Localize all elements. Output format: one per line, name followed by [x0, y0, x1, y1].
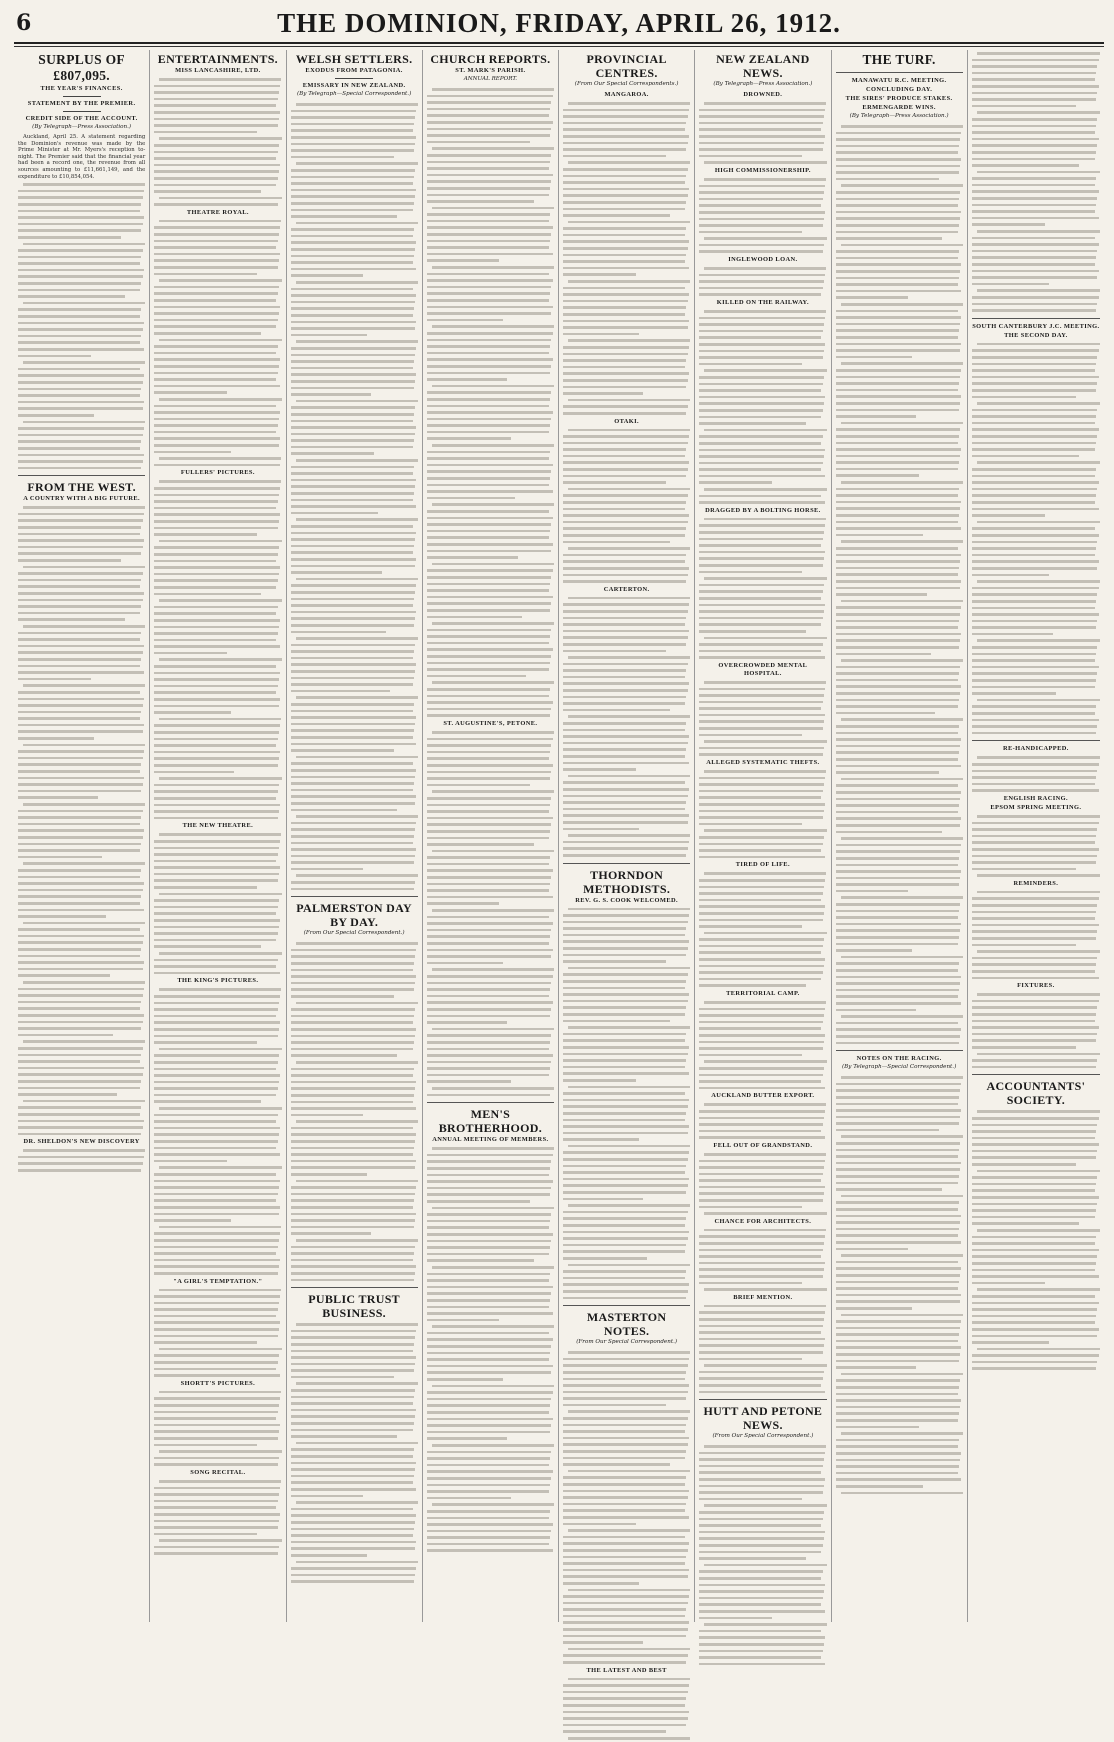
column-rule	[699, 1399, 826, 1400]
illegible-body-text	[836, 123, 963, 1046]
column-1	[14, 50, 150, 1622]
illegible-body-text	[699, 1151, 826, 1217]
masthead-rule	[14, 46, 1104, 47]
article-byline: (By Telegraph—Press Association.)	[849, 113, 949, 119]
column-7	[832, 50, 968, 1622]
illegible-body-text	[154, 1478, 281, 1557]
column-rule	[836, 72, 963, 73]
article-subheading: FELL OUT OF GRANDSTAND.	[713, 1141, 813, 1149]
illegible-body-text	[427, 1145, 554, 1554]
article-subheading: THE SECOND DAY.	[1004, 331, 1068, 339]
article-subheading: CONCLUDING DAY.	[866, 86, 933, 93]
article-headline: NEW ZEALAND NEWS.	[716, 52, 810, 80]
article-subheading: THE YEAR'S FINANCES.	[40, 85, 123, 92]
article-subheading: ENGLISH RACING.	[1003, 794, 1068, 802]
article-subheading: KILLED ON THE RAILWAY.	[716, 299, 809, 307]
illegible-body-text	[972, 991, 1100, 1070]
illegible-body-text	[563, 100, 690, 417]
illegible-body-text	[18, 1147, 145, 1173]
article-subheading: SOUTH CANTERBURY J.C. MEETING.	[972, 322, 1100, 330]
article-subheading: DROWNED.	[743, 91, 783, 98]
divider	[63, 111, 101, 112]
page-number: 6	[16, 10, 32, 36]
illegible-body-text	[699, 870, 826, 989]
article-subheading: DRAGGED BY A BOLTING HORSE.	[705, 506, 821, 514]
article-subheading: OVERCROWDED MENTAL HOSPITAL.	[718, 661, 808, 677]
article-subheading: RE-HANDICAPPED.	[1002, 745, 1069, 753]
article-subheading: FIXTURES.	[1017, 982, 1055, 990]
article-headline: MEN'S BROTHERHOOD.	[438, 1107, 543, 1136]
article-byline: (From Our Special Correspondents.)	[574, 81, 679, 87]
column-6	[695, 50, 831, 1622]
illegible-body-text	[154, 1389, 281, 1468]
illegible-body-text	[699, 1443, 826, 1667]
article-subheading: A COUNTRY WITH A BIG FUTURE.	[23, 495, 141, 503]
article-subheading: SHORTT'S PICTURES.	[180, 1379, 256, 1387]
illegible-body-text	[154, 218, 281, 469]
illegible-body-text	[972, 341, 1100, 737]
article-headline: WELSH SETTLERS.	[295, 52, 413, 66]
illegible-body-text	[427, 729, 554, 1098]
illegible-body-text	[563, 906, 690, 1302]
illegible-body-text	[972, 1108, 1100, 1372]
illegible-body-text	[563, 595, 690, 859]
illegible-body-text	[563, 1349, 690, 1666]
article-headline: SURPLUS OF £807,095.	[38, 52, 125, 83]
article-subheading: HIGH COMMISSIONERSHIP.	[714, 166, 811, 174]
article-subheading: ERMENGARDE WINS.	[862, 104, 936, 111]
article-headline: THE TURF.	[862, 52, 936, 67]
illegible-body-text	[18, 181, 145, 471]
article-note: ANNUAL REPORT.	[463, 76, 518, 82]
newspaper-columns	[14, 50, 1104, 1674]
illegible-body-text	[699, 679, 826, 758]
column-rule	[972, 740, 1100, 741]
illegible-body-text	[291, 101, 418, 892]
article-subheading: EXODUS FROM PATAGONIA.	[305, 67, 403, 74]
article-byline: (By Telegraph—Press Association.)	[713, 81, 813, 87]
article-headline: PROVINCIAL CENTRES.	[586, 52, 667, 80]
column-rule	[18, 475, 145, 476]
illegible-body-text	[699, 308, 826, 506]
column-rule	[563, 1305, 690, 1306]
article-subheading: ANNUAL MEETING OF MEMBERS.	[432, 1136, 549, 1144]
article-subheading: AUCKLAND BUTTER EXPORT.	[711, 1092, 815, 1100]
article-headline: THORNDON METHODISTS.	[583, 867, 671, 896]
article-subheading: INGLEWOOD LOAN.	[728, 256, 798, 264]
illegible-body-text	[18, 504, 145, 1137]
masthead	[14, 6, 1104, 44]
article-subheading: ALLEGED SYSTEMATIC THEFTS.	[706, 759, 820, 767]
illegible-body-text	[154, 986, 281, 1276]
article-paragraph: Auckland, April 25. A statement regarding the Dominion's revenue was made by the Prime Minister at Mr. Myers's reception to-night. The Premier said that the financial year had been a record one, the revenue from all sources amounting to £11,661,149, and the expenditure to £10,854,054.	[18, 134, 146, 180]
illegible-body-text	[154, 1287, 281, 1379]
illegible-body-text	[972, 50, 1100, 314]
article-subheading: STATEMENT BY THE PREMIER.	[27, 100, 136, 107]
article-subheading: THE SIRES' PRODUCE STAKES.	[845, 95, 953, 102]
illegible-body-text	[972, 889, 1100, 981]
article-subheading: MISS LANCASHIRE, LTD.	[175, 67, 261, 74]
article-subheading: CREDIT SIDE OF THE ACCOUNT.	[25, 115, 138, 122]
column-rule	[972, 1074, 1100, 1075]
divider	[63, 96, 101, 97]
article-subheading: ST. MARK'S PARISH.	[455, 67, 526, 74]
column-3	[287, 50, 423, 1622]
divider	[335, 78, 373, 79]
article-headline: FROM THE WEST.	[27, 480, 136, 495]
article-subheading: ST. AUGUSTINE'S, PETONE.	[443, 720, 538, 727]
illegible-body-text	[972, 754, 1100, 794]
column-rule	[427, 1102, 554, 1103]
article-byline: (By Telegraph—Special Correspondent.)	[841, 1064, 957, 1071]
article-subheading: REV. G. S. COOK WELCOMED.	[575, 896, 679, 904]
illegible-body-text	[291, 1321, 418, 1585]
article-subheading: MANGAROA.	[604, 91, 649, 98]
article-subheading: THE NEW THEATRE.	[182, 822, 254, 830]
article-subheading: OTAKI.	[614, 417, 640, 425]
article-subheading: MANAWATU R.C. MEETING.	[851, 77, 947, 84]
article-subheading: FULLERS' PICTURES.	[180, 469, 255, 477]
illegible-body-text	[699, 999, 826, 1091]
illegible-body-text	[291, 940, 418, 1283]
illegible-body-text	[427, 86, 554, 719]
column-5	[559, 50, 695, 1674]
column-4	[423, 50, 559, 1622]
illegible-body-text	[154, 76, 281, 208]
illegible-body-text	[154, 831, 281, 976]
article-headline: CHURCH REPORTS.	[430, 52, 551, 66]
article-subheading: BRIEF MENTION.	[733, 1293, 793, 1301]
article-headline: MASTERTON NOTES.	[586, 1310, 667, 1339]
article-headline: PALMERSTON DAY BY DAY.	[296, 901, 412, 930]
article-subheading: CARTERTON.	[603, 585, 650, 593]
article-headline: ACCOUNTANTS' SOCIETY.	[986, 1079, 1086, 1108]
article-byline: (From Our Special Correspondent.)	[576, 1339, 678, 1346]
newspaper-title: THE DOMINION, FRIDAY, APRIL 26, 1912.	[277, 8, 841, 38]
article-subheading: THE KING'S PICTURES.	[177, 977, 259, 985]
column-2	[150, 50, 286, 1622]
column-rule	[563, 863, 690, 864]
article-byline: (From Our Special Correspondent.)	[303, 930, 405, 937]
illegible-body-text	[563, 427, 690, 585]
illegible-body-text	[563, 1676, 690, 1742]
article-subheading: THEATRE ROYAL.	[186, 208, 249, 216]
illegible-body-text	[836, 1074, 963, 1496]
article-headline: HUTT AND PETONE NEWS.	[703, 1404, 823, 1433]
illegible-body-text	[699, 265, 826, 298]
article-subheading: EPSOM SPRING MEETING.	[990, 803, 1082, 811]
article-byline: (By Telegraph—Special Correspondent.)	[296, 91, 412, 97]
article-headline: ENTERTAINMENTS.	[157, 52, 278, 66]
column-8	[968, 50, 1104, 1622]
article-subheading: "A GIRL'S TEMPTATION."	[173, 1277, 263, 1285]
illegible-body-text	[972, 813, 1100, 879]
illegible-body-text	[154, 478, 281, 821]
illegible-body-text	[699, 1227, 826, 1293]
article-subheading: TERRITORIAL CAMP.	[726, 990, 800, 998]
illegible-body-text	[699, 1303, 826, 1395]
illegible-body-text	[699, 1101, 826, 1141]
column-rule	[291, 896, 418, 897]
article-subheading: CHANCE FOR ARCHITECTS.	[714, 1217, 812, 1225]
article-subheading: DR. SHELDON'S NEW DISCOVERY	[23, 1138, 140, 1146]
illegible-body-text	[699, 100, 826, 166]
article-subheading: NOTES ON THE RACING.	[856, 1055, 942, 1063]
article-subheading: EMISSARY IN NEW ZEALAND.	[302, 82, 406, 89]
article-subheading: TIRED OF LIFE.	[735, 861, 790, 869]
article-byline: (By Telegraph—Press Association.)	[32, 124, 132, 130]
article-headline: PUBLIC TRUST BUSINESS.	[308, 1292, 400, 1321]
column-rule	[291, 1287, 418, 1288]
article-subheading: THE LATEST AND BEST	[586, 1666, 667, 1674]
illegible-body-text	[699, 516, 826, 661]
column-rule	[836, 1050, 963, 1051]
article-subheading: SONG RECITAL.	[190, 1468, 246, 1476]
article-byline: (From Our Special Correspondent.)	[712, 1433, 814, 1440]
article-subheading: REMINDERS.	[1013, 879, 1059, 887]
column-rule	[972, 318, 1100, 319]
illegible-body-text	[699, 768, 826, 860]
illegible-body-text	[699, 176, 826, 255]
